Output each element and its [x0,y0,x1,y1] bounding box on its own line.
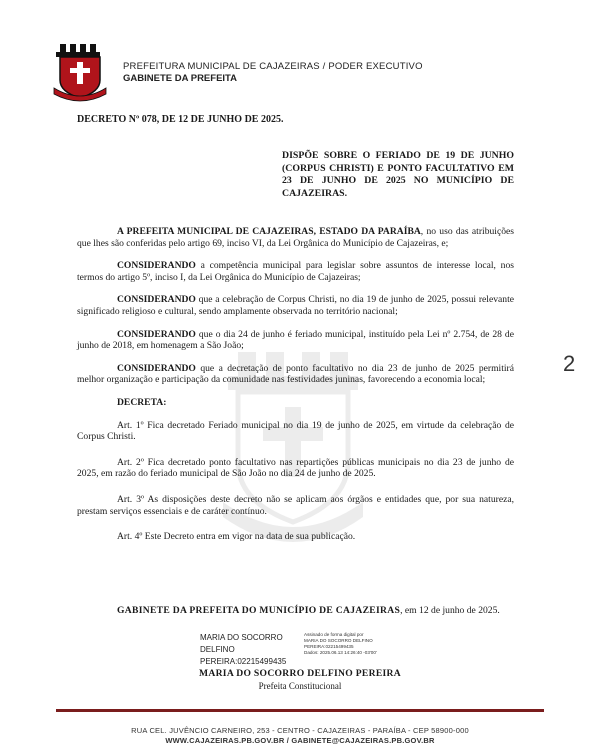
header-office: GABINETE DA PREFEITA [123,73,238,84]
article-4: Art. 4º Este Decreto entra em vigor na data de sua publicação. [117,531,356,543]
page-number: 2 [563,351,576,376]
considerando-paragraph: CONSIDERANDO a competência municipal para legislar sobre assuntos de interesse local, nos termos do artigo 5º, inciso I, da Lei Orgânica do Município de Cajazeiras; [77,260,514,283]
decreta-heading: DECRETA: [117,396,167,408]
decree-summary: DISPÕE SOBRE O FERIADO DE 19 DE JUNHO (CORPUS CHRISTI) E PONTO FACULTATIVO EM 23 DE JUNHO DE 2025 NO MUNICÍPIO DE CAJAZEIRAS. [282,150,514,199]
footer-contact: WWW.CAJAZEIRAS.PB.GOV.BR / GABINETE@CAJAZEIRAS.PB.GOV.BR [165,736,435,745]
article-2: Art. 2º Fica decretado ponto facultativo nas repartições públicas municipais no dia 23 de junho de 2025, em razão do feriado municipal de São João no dia 24 de junho de 2025. [77,456,514,480]
closing-line: GABINETE DA PREFEITA DO MUNICÍPIO DE CAJAZEIRAS, em 12 de junho de 2025. [117,605,500,616]
footer-divider [56,709,544,712]
considerando-paragraph: CONSIDERANDO que a celebração de Corpus Christi, no dia 19 de junho de 2025, possui relevante significado religioso e cultural, sendo amplamente observada no território nacional; [77,294,514,317]
digital-signature-details: Assinado de forma digital por MARIA DO SOCORRO DELFINO PEREIRA:02215499435 Dados: 2025.06.13 14:26:40 -03'00' [304,632,377,655]
coat-of-arms-logo [52,44,108,102]
considerando-paragraph: CONSIDERANDO que o dia 24 de junho é feriado municipal, instituído pela Lei nº 2.754, de 28 de junho de 2018, em homenagem a São João; [77,328,514,352]
intro-paragraph: A PREFEITA MUNICIPAL DE CAJAZEIRAS, ESTADO DA PARAÍBA, no uso das atribuições que lhes são conferidas pelo artigo 69, inciso VI, da Lei Orgânica do Município de Cajazeiras, e; [77,226,515,249]
article-1: Art. 1º Fica decretado Feriado municipal no dia 19 de junho de 2025, em virtude da celebração de Corpus Christi. [77,419,514,443]
signatory-role: Prefeita Constitucional [258,681,342,691]
footer-address: RUA CEL. JUVÊNCIO CARNEIRO, 253 - CENTRO - CAJAZEIRAS - PARAÍBA - CEP 58900-000 [131,726,469,735]
header-institution: PREFEITURA MUNICIPAL DE CAJAZEIRAS / PODER EXECUTIVO [123,61,423,72]
signatory-name: MARIA DO SOCORRO DELFINO PEREIRA [198,668,402,679]
considerando-paragraph: CONSIDERANDO que a decretação de ponto facultativo no dia 23 de junho de 2025 permitirá melhor organização e participação da comunidade nas festividades juninas, favorecendo a economia local; [77,362,514,386]
decree-body [77,226,514,557]
article-3: Art. 3º As disposições deste decreto não se aplicam aos órgãos e entidades que, por sua natureza, prestam serviços essenciais e de caráter contínuo. [77,493,514,517]
digital-signature-name: MARIA DO SOCORRO DELFINO PEREIRA:02215499435 [200,633,287,666]
decree-number: DECRETO Nº 078, DE 12 DE JUNHO DE 2025. [77,114,284,125]
